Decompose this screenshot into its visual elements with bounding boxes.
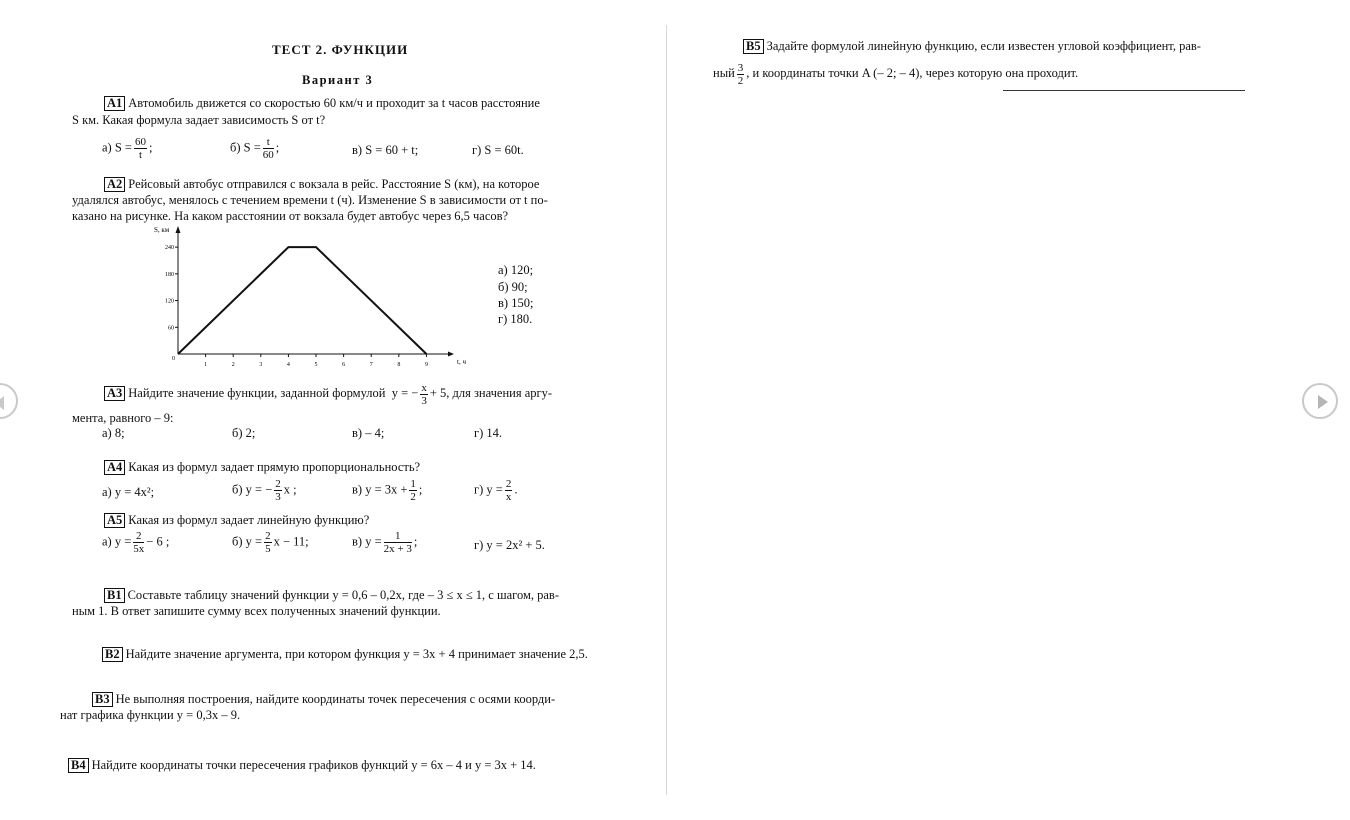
a5-option-b[interactable]: б) y = $\frac{2}{5}$ x − 11; bbox=[232, 530, 309, 555]
x-tick-label: 9 bbox=[424, 362, 428, 368]
y-axis-arrow bbox=[176, 226, 181, 233]
a4-option-d[interactable]: г) y = $\frac{2}{x}$ . bbox=[474, 478, 518, 503]
a5-option-a[interactable]: а) y = $\frac{2}{5x}$ − 6 ; bbox=[102, 530, 170, 555]
question-a1: A1 Автомобиль движется со скоростью 60 км/ч и проходит за t часов расстояние bbox=[104, 95, 540, 111]
question-a5: A5 Какая из формул задает линейную функцию? bbox=[104, 512, 369, 528]
left-page: ТЕСТ 2. ФУНКЦИИ Вариант 3 A1 Автомобиль движется со скоростью 60 км/ч и проходит за t часов расстояние S км. Какая формула задает зависимость S от t? а) S = $\frac{60}{t}$ ; б) S = $\frac{t}{60}$ ; в) S = 60 + t; г) S = 60t. A2 Рейсовый автобус отправился с вокзала в рейс. Расстояние S (км), на которое удалялся автобус, менялось с течением времени t (ч). Изменение S в зависимости от t по- казано на рисунке. На каком расстоянии от вокзала будет автобус через 6,5 часов? 1 2 3 4 5 6 7 8 9 0 60 120 180 240 S, км t, ч а) 120; б) 90; в) 150; г) 180. A3 Найдите значение функции, заданной формулой y = − $\frac{x}{3}$ + 5, для значения аргу- мента, равного – 9: а) 8; б) 2; в) – 4; г) 14. A4 Какая из формул задает прямую пропорциональность? а) y = 4x²; б) y = − $\frac{2}{3}$ x ; в) y = 3x + $\frac{1}{2}$ ; г) y = $\frac{2}{x}$ . A5 Какая из формул задает линейную функцию? а) y = $\frac{2}{5x}$ − 6 ; б) y = $\frac{2}{5}$ x − 11; в) y = $\frac{1}{2x + 3}$ ; г) y = 2x² + 5. B1 Составьте таблицу значений функции y = 0,6 – 0,2x, где – 3 ≤ x ≤ 1, с шагом, рав- ным 1. В ответ запишите сумму всех полученных значений функции. B2 Найдите значение аргумента, при котором функция y = 3x + 4 принимает значение 2,5. B3 Не выполняя построения, найдите координаты точек пересечения с осями коорди- нат графика функции y = 0,3x – 9. B4 Найдите координаты точки пересечения графиков функций y = 6x – 4 и y = 3x + 14. bbox=[40, 0, 665, 800]
x-tick-label: 3 bbox=[259, 362, 263, 368]
x-axis-arrow bbox=[448, 352, 454, 357]
a3-option-d[interactable]: г) 14. bbox=[474, 426, 503, 440]
a4-option-c[interactable]: в) y = 3x + $\frac{1}{2}$ ; bbox=[352, 478, 423, 503]
play-right-icon bbox=[1304, 385, 1340, 421]
next-page-button[interactable] bbox=[1302, 383, 1338, 419]
a1-option-d[interactable]: г) S = 60t. bbox=[472, 143, 524, 157]
question-b4: B4 Найдите координаты точки пересечения графиков функций y = 6x – 4 и y = 3x + 14. bbox=[68, 757, 536, 773]
a4-option-b[interactable]: б) y = − $\frac{2}{3}$ x ; bbox=[232, 478, 297, 503]
question-a3: A3 Найдите значение функции, заданной формулой y = − $\frac{x}{3}$ + 5, для значения аргу- bbox=[104, 378, 552, 408]
question-b3: B3 Не выполняя построения, найдите координаты точек пересечения с осями коорди- bbox=[92, 691, 555, 707]
chevron-left-icon bbox=[0, 385, 20, 421]
a5-option-d[interactable]: г) y = 2x² + 5. bbox=[474, 538, 545, 552]
question-a4: A4 Какая из формул задает прямую пропорциональность? bbox=[104, 459, 420, 475]
x-tick-label: 4 bbox=[286, 362, 290, 368]
question-b2: B2 Найдите значение аргумента, при котором функция y = 3x + 4 принимает значение 2,5. bbox=[102, 646, 588, 662]
prev-page-button[interactable] bbox=[0, 383, 18, 419]
question-label: A1 bbox=[104, 96, 125, 111]
y-tick-label: 240 bbox=[165, 245, 174, 252]
a2-option-c[interactable]: в) 150; bbox=[498, 296, 534, 310]
y-tick-label: 120 bbox=[165, 298, 174, 305]
x-tick-label: 2 bbox=[231, 362, 235, 368]
origin-label: 0 bbox=[172, 356, 175, 362]
test-title: ТЕСТ 2. ФУНКЦИИ bbox=[272, 42, 409, 57]
a3-option-a[interactable]: а) 8; bbox=[102, 426, 125, 440]
x-tick-label: 6 bbox=[342, 362, 346, 368]
right-page: B5 Задайте формулой линейную функцию, если известен угловой коэффициент, рав- ный $\frac{3}{2}$ , и координаты точки A (– 2; – 4), через которую она проходит. bbox=[667, 0, 1297, 800]
a3-option-c[interactable]: в) – 4; bbox=[352, 426, 385, 440]
y-tick-label: 180 bbox=[165, 271, 174, 278]
question-a2: A2 Рейсовый автобус отправился с вокзала в рейс. Расстояние S (км), на которое bbox=[104, 176, 539, 192]
y-axis-label: S, км bbox=[154, 226, 170, 234]
a3-option-b[interactable]: б) 2; bbox=[232, 426, 256, 440]
x-tick-label: 5 bbox=[314, 362, 318, 368]
a2-option-b[interactable]: б) 90; bbox=[498, 280, 528, 294]
a1-option-b[interactable]: б) S = $\frac{t}{60}$ ; bbox=[230, 136, 280, 161]
question-b5: B5 Задайте формулой линейную функцию, если известен угловой коэффициент, рав- bbox=[743, 38, 1201, 54]
x-tick-label: 1 bbox=[204, 362, 208, 368]
a2-option-a[interactable]: а) 120; bbox=[498, 263, 534, 277]
a5-option-c[interactable]: в) y = $\frac{1}{2x + 3}$ ; bbox=[352, 530, 418, 555]
x-tick-label: 8 bbox=[397, 362, 401, 368]
x-axis-label: t, ч bbox=[457, 358, 466, 366]
y-tick-label: 60 bbox=[168, 325, 174, 332]
variant-title: Вариант 3 bbox=[302, 73, 374, 87]
answer-line[interactable] bbox=[1003, 90, 1245, 91]
a1-option-a[interactable]: а) S = $\frac{60}{t}$ ; bbox=[102, 136, 153, 161]
a1-option-c[interactable]: в) S = 60 + t; bbox=[352, 143, 419, 157]
x-tick-label: 7 bbox=[369, 362, 373, 368]
distance-time-chart bbox=[140, 226, 466, 371]
question-b1: B1 Составьте таблицу значений функции y = 0,6 – 0,2x, где – 3 ≤ x ≤ 1, с шагом, рав- bbox=[104, 587, 559, 603]
a4-option-a[interactable]: а) y = 4x²; bbox=[102, 485, 155, 499]
a2-option-d[interactable]: г) 180. bbox=[498, 312, 533, 326]
series-line bbox=[178, 247, 426, 354]
